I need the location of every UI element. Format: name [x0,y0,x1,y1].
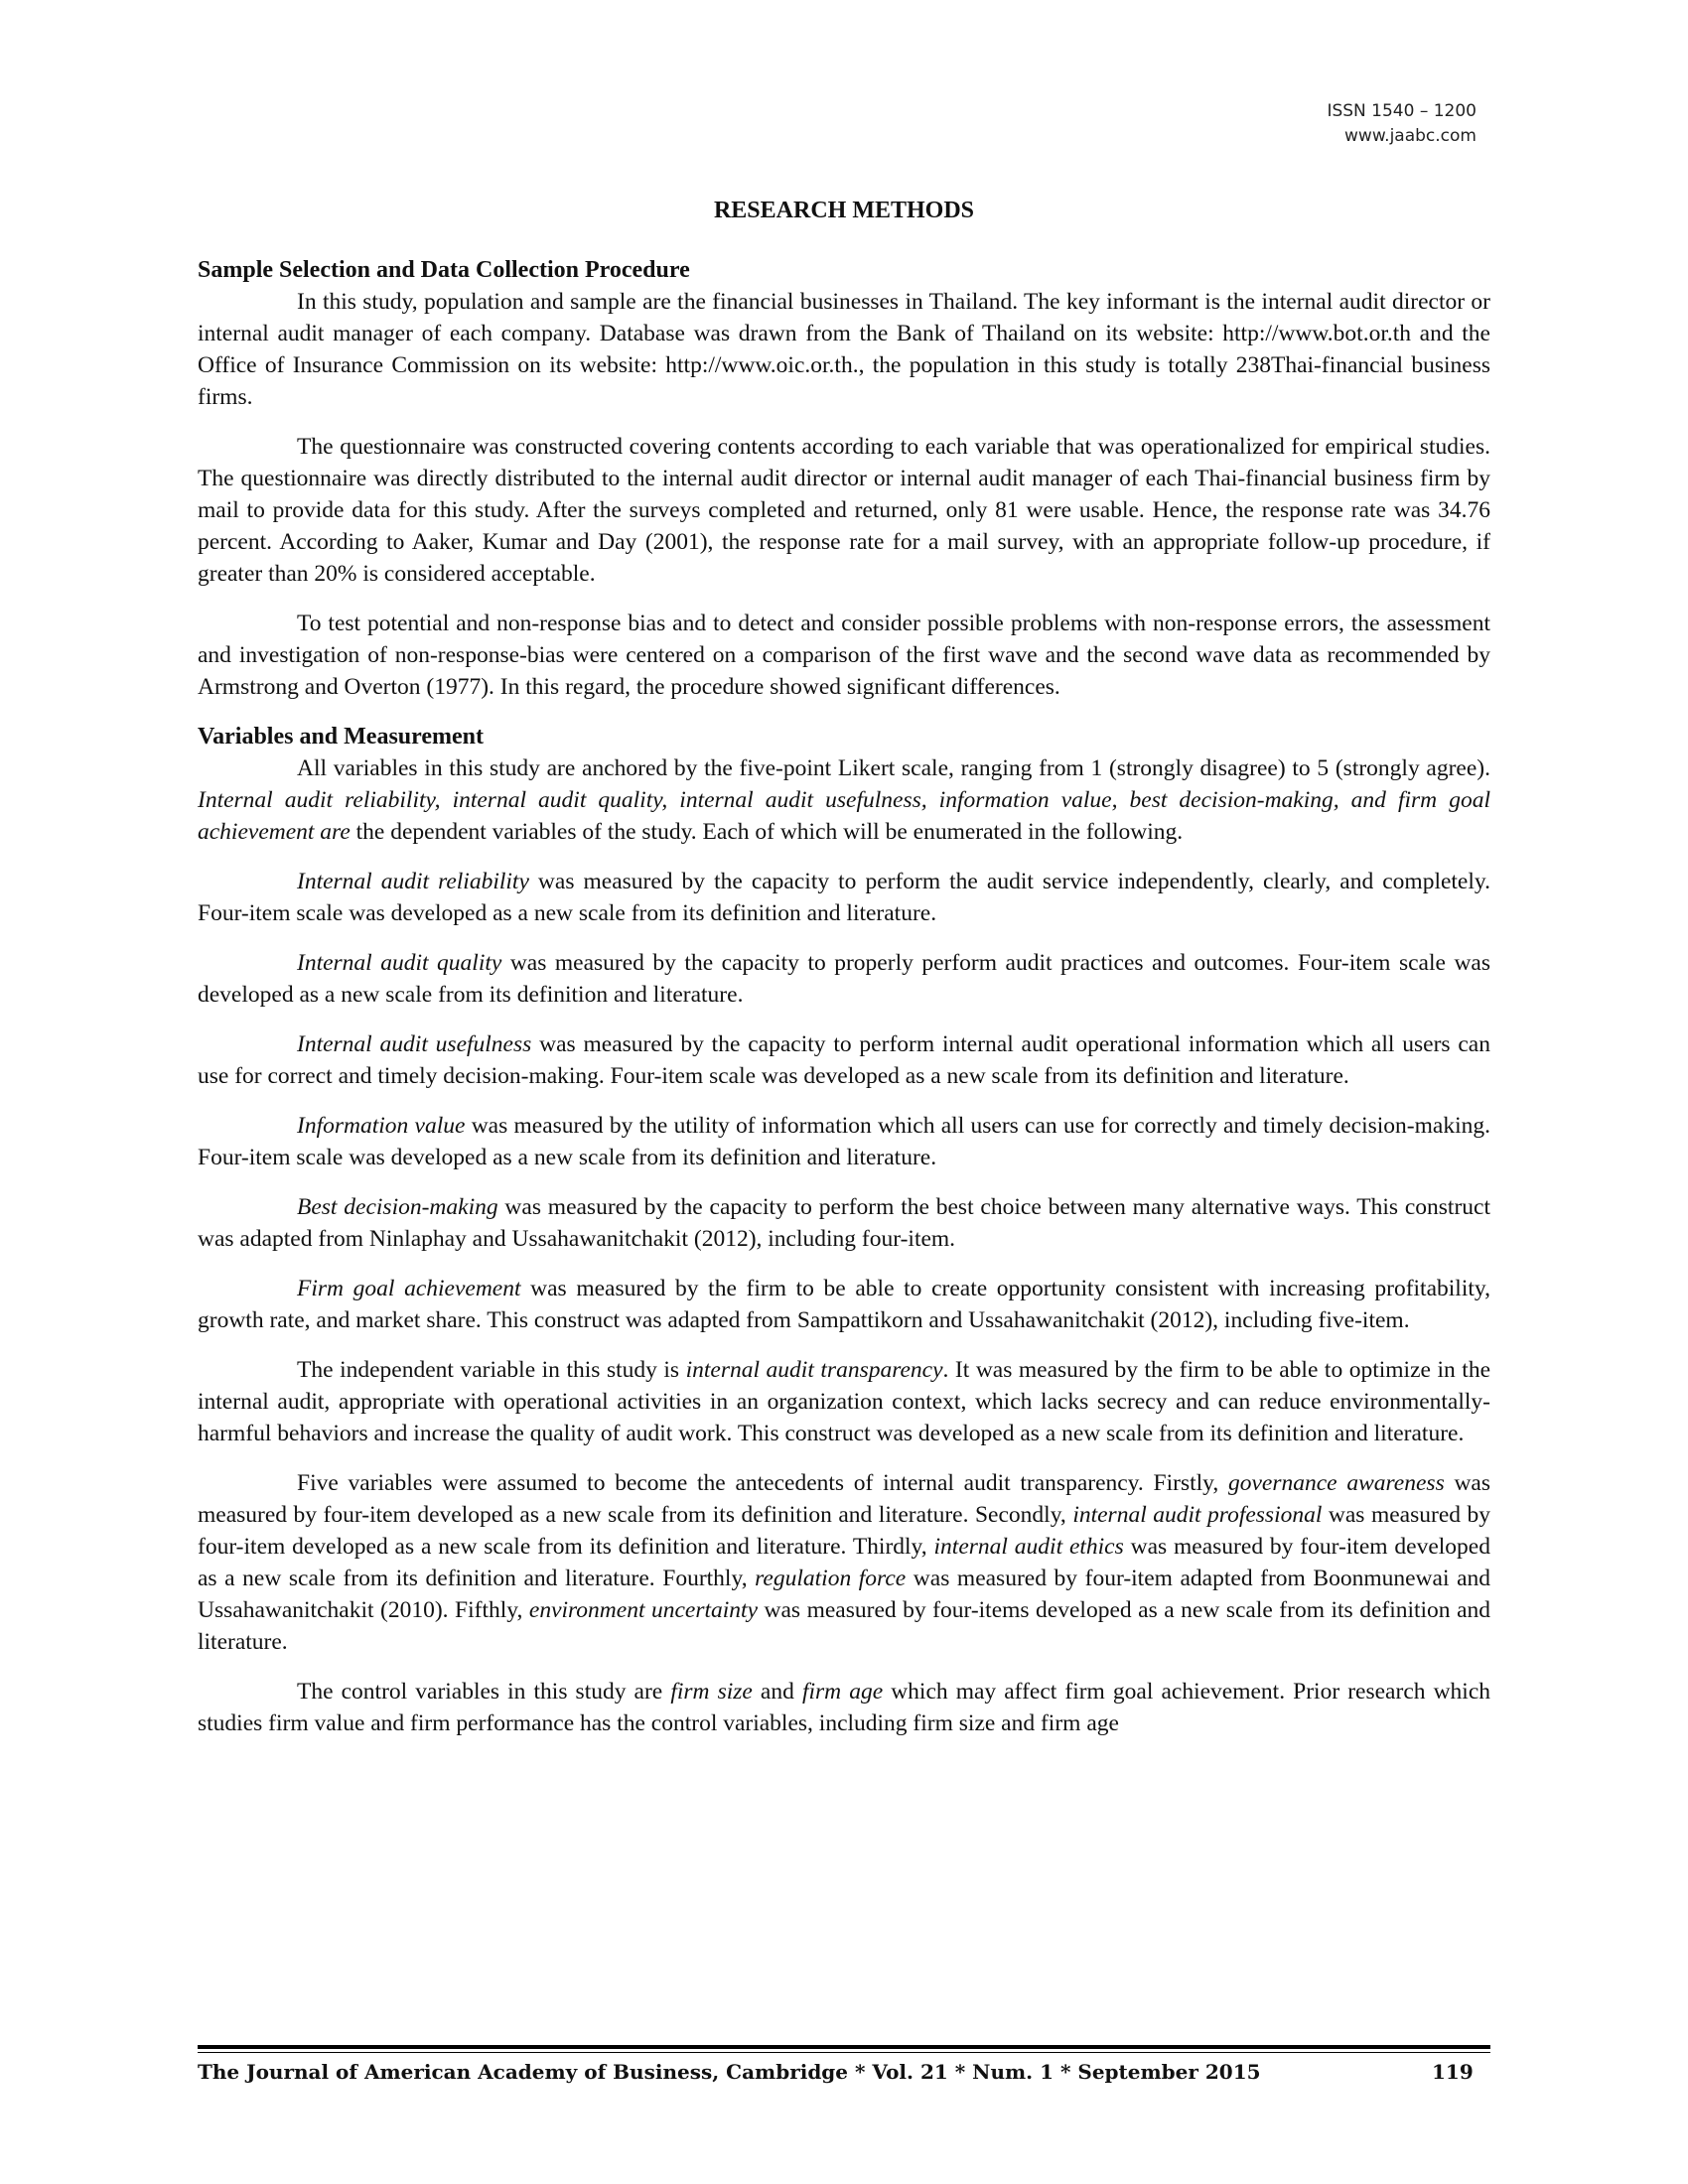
subsection-heading-sample: Sample Selection and Data Collection Procedure [198,257,690,283]
footer-rule-thin [198,2052,1490,2053]
text-run: was measured by four-item developed as a new scale from its definition and literature. Thirdly, [198,1502,1491,1560]
variable-term: internal audit ethics [933,1534,1124,1560]
variable-term: Best decision-making [297,1194,498,1220]
text-run: and [752,1679,802,1705]
variable-term: internal audit transparency [685,1357,943,1383]
paragraph-reliability [198,866,1490,929]
page-number: 119 [1432,2060,1474,2084]
text-run: was measured by four-item adapted from Boonmunewai and Ussahawanitchakit (2010). Fifthly, [198,1566,1490,1623]
page-header [1327,99,1477,149]
text-run: was measured by four-item developed as a new scale from its definition and literature. Fourthly, [198,1534,1490,1591]
text-run: was measured by the firm to be able to create opportunity consistent with increasing profitability, growth rate, and market share. This construct was adapted from Sampattikorn and Ussahawanitchakit (2012), including five-item. [198,1276,1490,1333]
article-body [198,195,1490,1757]
text-run: Five variables were assumed to become the antecedents of internal audit transparency. Firstly, [297,1470,1228,1496]
variable-term: governance awareness [1228,1470,1445,1496]
paragraph-sample-1: In this study, population and sample are the financial businesses in Thailand. The key informant is the internal audit director or internal audit manager of each company. Database was drawn from the Bank of Thailand on its website: http://www.bot.or.th and the Office of Insurance Commission on its website: http://www.oic.or.th., the population in this study is totally 238Thai-financial business firms. [198,289,1490,410]
paragraph-information-value [198,1110,1490,1173]
section-title: RESEARCH METHODS [713,198,975,223]
paragraph-sample-3: To test potential and non-response bias and to detect and consider possible problems with non-response errors, the assessment and investigation of non-response-bias were centered on a comparison of the first wave and the second wave data as recommended by Armstrong and Overton (1977). In this regard, the procedure showed significant differences. [198,611,1490,700]
text-run: the dependent variables of the study. Each of which will be enumerated in the following. [350,819,1184,845]
text-run: was measured by the capacity to perform the best choice between many alternative ways. This construct was adapted from Ninlaphay and Ussahawanitchakit (2012), including four-item. [198,1194,1490,1252]
variable-term: Internal audit quality [297,950,502,976]
subsection-heading-variables: Variables and Measurement [198,724,484,750]
text-run: was measured by the capacity to perform the audit service independently, clearly, and completely. Four-item scale was developed as a new scale from its definition and literature. [198,869,1490,926]
variable-term: Internal audit reliability [297,869,529,894]
text-run: was measured by four-item developed as a new scale from its definition and literature. Secondly, [198,1470,1491,1528]
variable-term: Internal audit usefulness [297,1031,532,1057]
text-run: . It was measured by the firm to be able to optimize in the internal audit, appropriate with operational activities in an organization context, which lacks secrecy and can reduce environmentally-harmful behaviors and increase the quality of audit work. This construct was developed as a new scale from its definition and literature. [198,1357,1490,1446]
variable-term: firm age [801,1679,884,1705]
text-run: All variables in this study are anchored by the five-point Likert scale, ranging from 1 (strongly disagree) to 5 (strongly agree). [297,755,1490,781]
variable-term: Firm goal achievement [297,1276,521,1301]
paragraph-sample-2: The questionnaire was constructed covering contents according to each variable that was operationalized for empirical studies. The questionnaire was directly distributed to the internal audit director or internal audit manager of each Thai-financial business firm by mail to provide data for this study. After the surveys completed and returned, only 81 were usable. Hence, the response rate was 34.76 percent. According to Aaker, Kumar and Day (2001), the response rate for a mail survey, with an appropriate follow-up procedure, if greater than 20% is considered acceptable. [198,434,1490,587]
journal-website: www.jaabc.com [1344,126,1477,146]
italic-run: Internal audit reliability, internal audit quality, internal audit usefulness, information value, best decision-making, and firm goal achievement are [198,787,1490,845]
paragraph-control-variables [198,1676,1490,1739]
variable-term: environment uncertainty [528,1597,759,1623]
paragraph-variables-intro [198,752,1490,848]
text-run: was measured by the utility of information which all users can use for correctly and timely decision-making. Four-item scale was developed as a new scale from its definition and literature. [198,1113,1490,1170]
paragraph-goal-achievement [198,1273,1490,1336]
footer-rule-thick [198,2045,1490,2049]
issn-label: ISSN 1540 – 1200 [1327,101,1477,121]
paragraph-antecedents [198,1467,1490,1658]
text-run: The control variables in this study are [297,1679,671,1705]
text-run: which may affect firm goal achievement. Prior research which studies firm value and firm performance has the control variables, including firm size and firm age [198,1679,1491,1736]
variable-term: firm size [670,1679,753,1705]
paragraph-usefulness [198,1028,1490,1092]
variable-term: Information value [297,1113,466,1139]
text-run: was measured by the capacity to perform internal audit operational information which all users can use for correct and timely decision-making. Four-item scale was developed as a new scale from its definition and literature. [198,1031,1490,1089]
text-run: was measured by four-items developed as a new scale from its definition and literature. [198,1597,1490,1655]
journal-citation: The Journal of American Academy of Business, Cambridge * Vol. 21 * Num. 1 * September 2015 [198,2060,1261,2084]
paragraph-independent-variable [198,1354,1490,1449]
paragraph-quality [198,947,1490,1011]
variable-term: regulation force [755,1566,907,1591]
paragraph-decision-making [198,1191,1490,1255]
variable-term: internal audit professional [1072,1502,1323,1528]
text-run: The independent variable in this study is [297,1357,686,1383]
text-run: was measured by the capacity to properly perform audit practices and outcomes. Four-item scale was developed as a new scale from its definition and literature. [198,950,1490,1008]
